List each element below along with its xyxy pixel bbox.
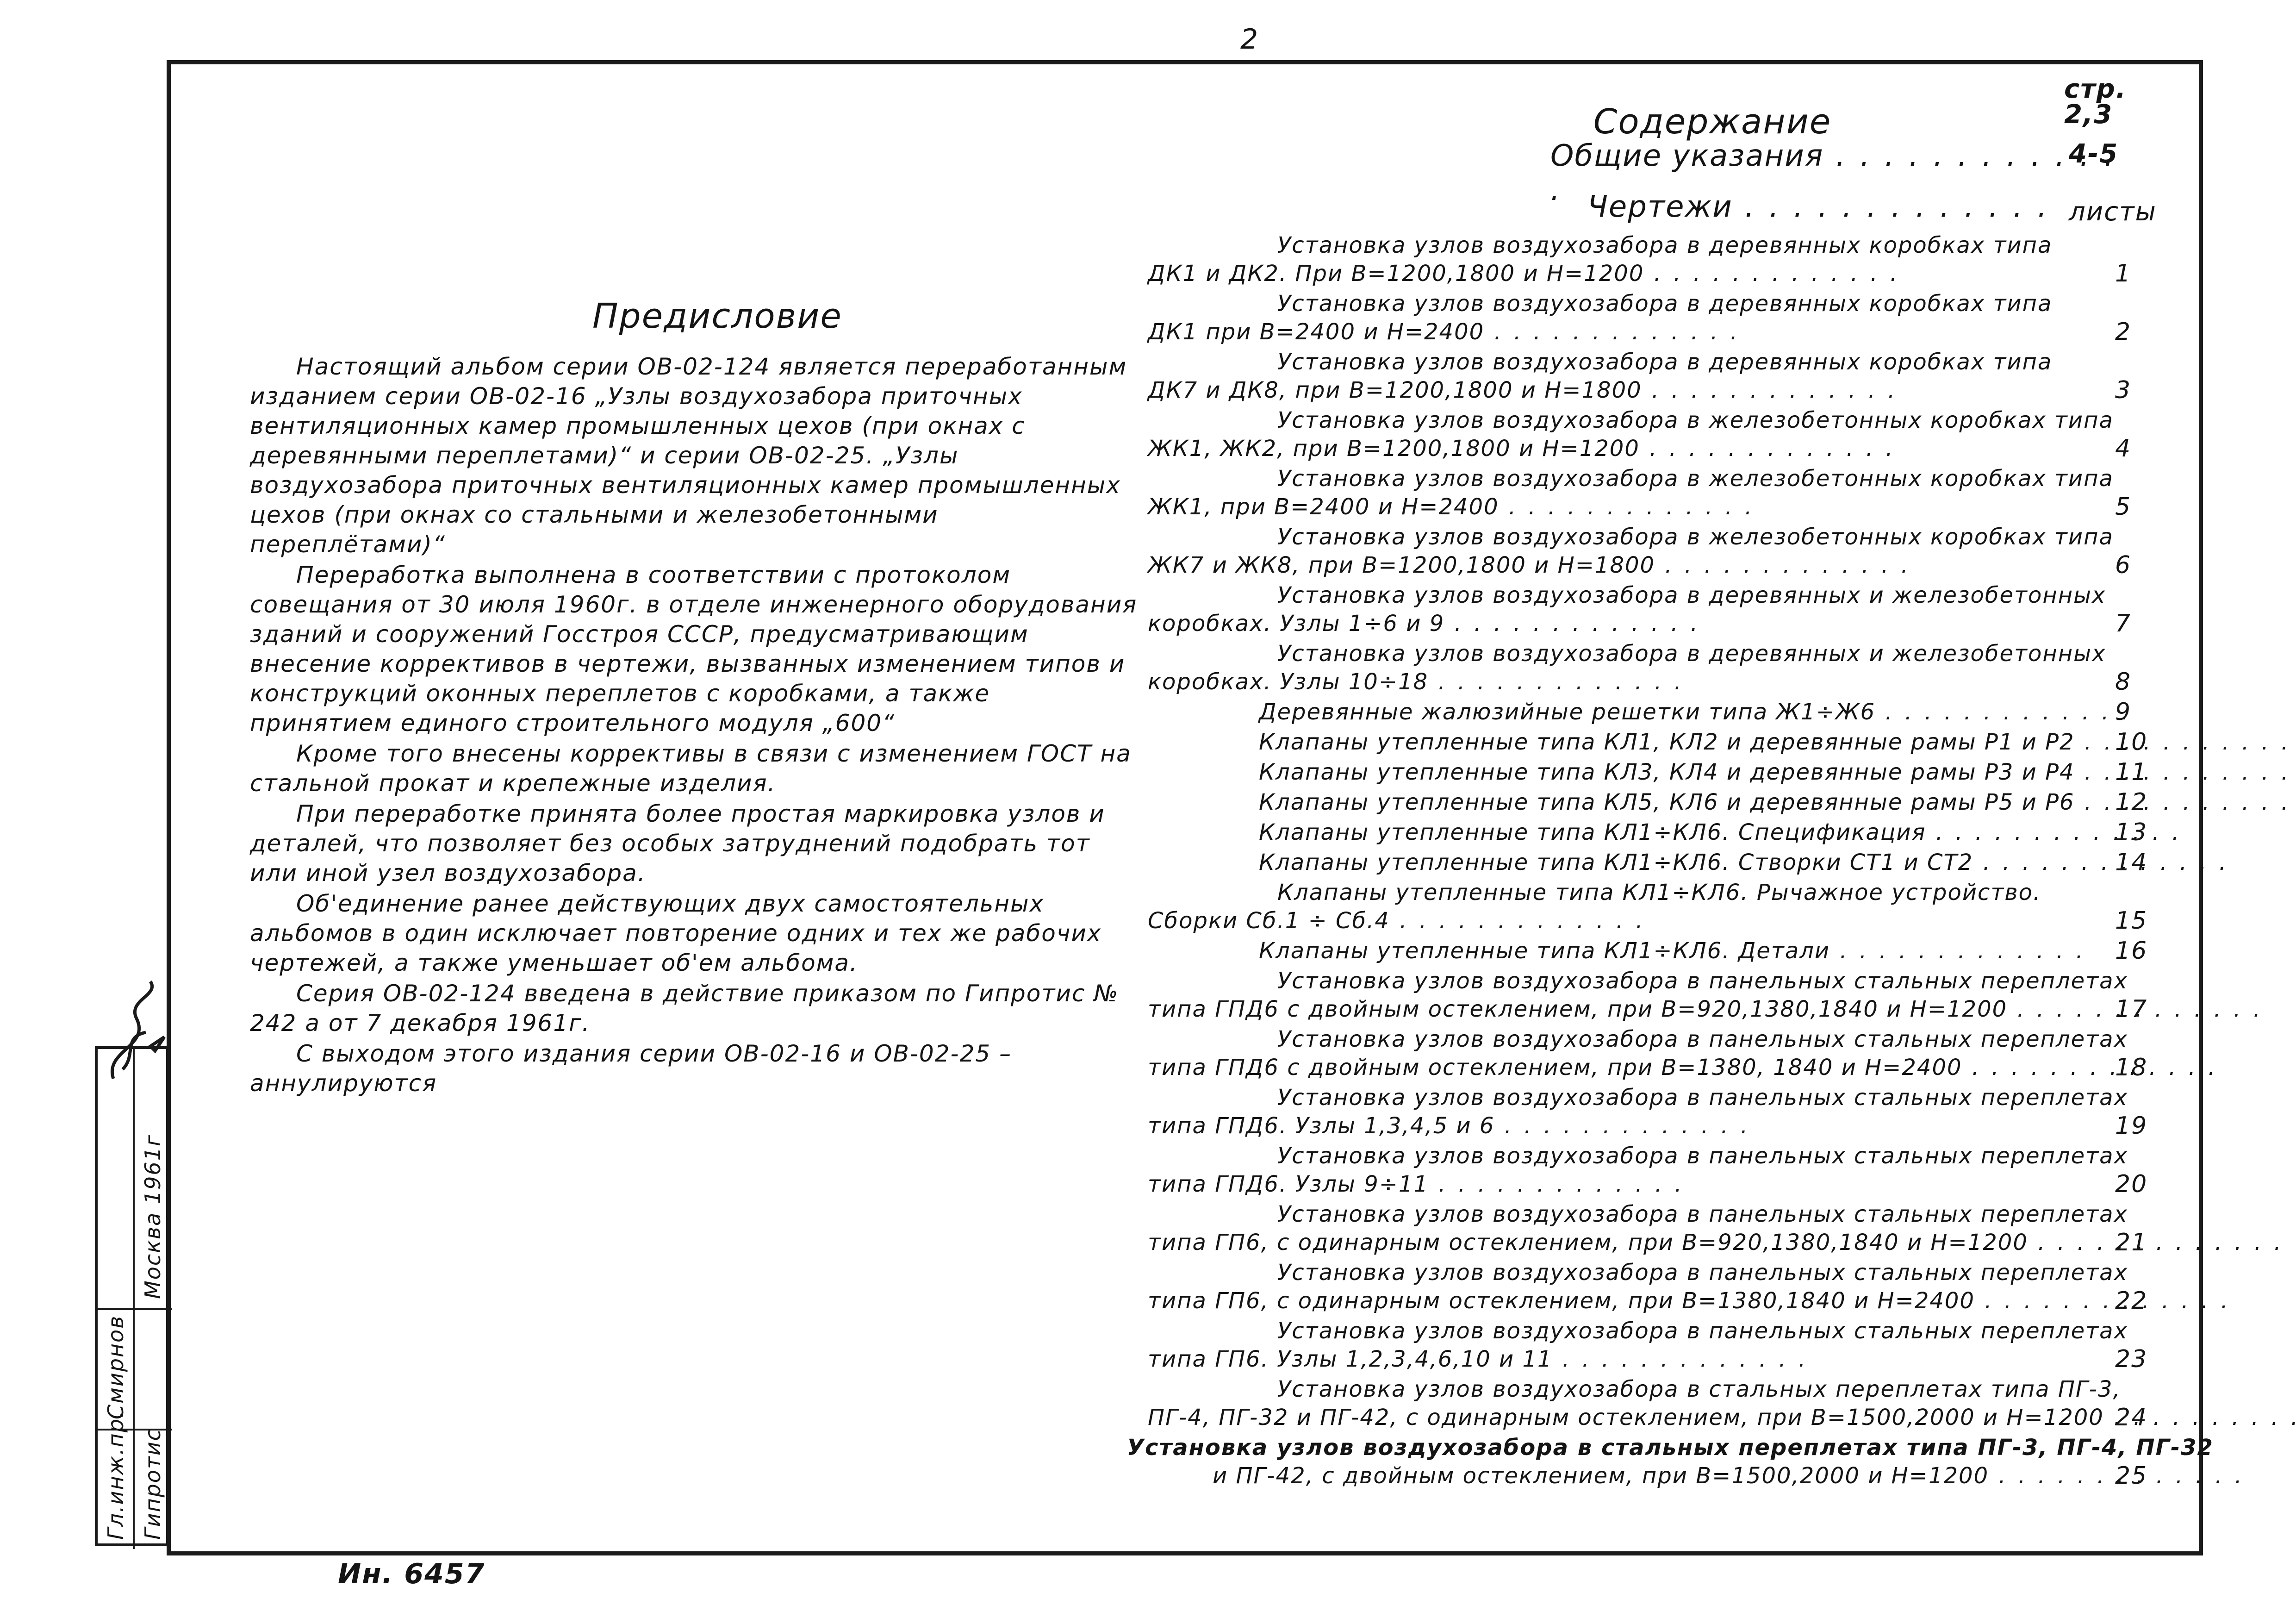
contents-item-line1: Установка узлов воздухозабора в панельных стальных переплетах: [1277, 1260, 2128, 1286]
contents-item-line2: типа ГПД6. Узлы 1,3,4,5 и 6 . . .: [1148, 1112, 2115, 1140]
contents-item-sheet: 15: [2115, 907, 2148, 935]
contents-item-line2: типа ГП6, с одинарным остеклением, при В=920,1380,1840 и Н=1200 . . .: [1148, 1229, 2115, 1257]
contents-item: [1148, 290, 2157, 346]
contents-item: [1148, 788, 2157, 817]
contents-item-line1: Установка узлов воздухозабора в панельных стальных переплетах: [1277, 1318, 2128, 1344]
contents-item-line1: Клапаны утепленные типа КЛ1÷КЛ6. Спецификация . . .: [1148, 818, 2115, 847]
contents-item-line1: Установка узлов воздухозабора в панельных стальных переплетах: [1277, 1201, 2128, 1227]
contents-item-line1: Клапаны утепленные типа КЛ1, КЛ2 и деревянные рамы Р1 и Р2 . . .: [1148, 728, 2115, 756]
contents-title: Содержание: [1593, 102, 1832, 142]
contents-item-line1: Клапаны утепленные типа КЛ1÷КЛ6. Створки СТ1 и СТ2 . . .: [1148, 849, 2115, 877]
contents-item: [1148, 523, 2157, 580]
contents-item-line2: коробках. Узлы 10÷18 . . .: [1148, 668, 2115, 696]
contents-item: [1148, 1142, 2157, 1199]
contents-item-line1: Установка узлов воздухозабора в железобетонных коробках типа: [1277, 524, 2114, 550]
contents-item: [1148, 1084, 2157, 1140]
contents-item: [1148, 1025, 2157, 1082]
contents-item-line1: Клапаны утепленные типа КЛ1÷КЛ6. Рычажное устройство.: [1277, 880, 2041, 906]
contents-item-line2: типа ГПД6. Узлы 9÷11 . . .: [1148, 1170, 2115, 1199]
contents-item-line2: ЖК1, ЖК2, при В=1200,1800 и Н=1200 . . .: [1148, 435, 2115, 463]
contents-item-line1: Установка узлов воздухозабора в панельных стальных переплетах: [1277, 1085, 2128, 1111]
preface-paragraph: Кроме того внесены коррективы в связи с изменением ГОСТ на стальной прокат и крепежные изделия.: [250, 740, 1132, 797]
contents-item-line2: ДК1 и ДК2. При В=1200,1800 и Н=1200 . . .: [1148, 260, 2115, 288]
contents-item: [1127, 1434, 2214, 1490]
contents-item: [1148, 348, 2157, 405]
stamp-role: Гл.инж.пр.: [103, 1410, 128, 1540]
contents-item-line1: Установка узлов воздухозабора в железобетонных коробках типа: [1277, 466, 2114, 492]
preface-paragraph: Переработка выполнена в соответствии с протоколом совещания от 30 июля 1960г. в отделе инженерного оборудования зданий и сооружений Госстроя СССР, предусматривающим внесение коррективов в чертежи, вызванных изменением типов и конструкций оконных переплетов с коробками, а также принятием единого строительного модуля „600“: [250, 562, 1138, 737]
contents-item-sheet: 22: [2115, 1287, 2148, 1315]
contents-item-line1: Установка узлов воздухозабора в деревянных коробках типа: [1277, 349, 2053, 375]
contents-item-line1: Установка узлов воздухозабора в панельных стальных переплетах: [1277, 968, 2128, 994]
contents-item-line1: Клапаны утепленные типа КЛ1÷КЛ6. Детали . . .: [1148, 937, 2115, 965]
contents-item-line1: Клапаны утепленные типа КЛ3, КЛ4 и деревянные рамы Р3 и Р4 . . .: [1148, 758, 2115, 787]
contents-item-sheet: 11: [2115, 758, 2148, 786]
contents-item: [1148, 1259, 2157, 1315]
contents-item-sheet: 17: [2115, 995, 2148, 1023]
contents-item-line1: Установка узлов воздухозабора в панельных стальных переплетах: [1277, 1026, 2128, 1052]
contents-item-line1: Установка узлов воздухозабора в деревянных коробках типа: [1277, 291, 2053, 317]
preface-paragraph: При переработке принята более простая маркировка узлов и деталей, что позволяет без особых затруднений подобрать тот или иной узел воздухозабора.: [250, 800, 1105, 887]
contents-item-sheet: 21: [2115, 1229, 2148, 1256]
contents-item-sheet: 4: [2115, 435, 2132, 462]
general-notes-label: Общие указания . . .: [1550, 139, 2116, 207]
contents-item: [1148, 849, 2157, 877]
contents-item-sheet: 20: [2115, 1170, 2148, 1198]
preface-paragraph: Серия ОВ-02-124 введена в действие приказом по Гипротис № 242 а от 7 декабря 1961г.: [250, 980, 1119, 1037]
contents-item-line2: ЖК7 и ЖК8, при В=1200,1800 и Н=1800 . . .: [1148, 551, 2115, 580]
contents-item-line2: типа ГП6, с одинарным остеклением, при В=1380,1840 и Н=2400 . . .: [1148, 1287, 2115, 1315]
preface-paragraph: Настоящий альбом серии ОВ-02-124 является переработанным изданием серии ОВ-02-16 „Узлы воздухозабора приточных вентиляционных камер промышленных цехов (при окнах с деревянными переплетами)“ и серии ОВ-02-25. „Узлы воздухозабора приточных вентиляционных камер промышленных цехов (при окнах со стальными и железобетонными переплётами)“: [250, 353, 1127, 558]
sheets-column-header: листы: [2069, 197, 2157, 227]
contents-item-sheet: 9: [2115, 698, 2132, 726]
pages-column-header: стр.: [2064, 74, 2127, 104]
contents-item-sheet: 12: [2115, 788, 2148, 816]
contents-item-line1: Установка узлов воздухозабора в деревянных коробках типа: [1277, 232, 2053, 258]
contents-item-line1: Установка узлов воздухозабора в деревянных и железобетонных: [1277, 641, 2106, 667]
contents-list: [1127, 231, 2214, 1492]
contents-item-sheet: 23: [2115, 1345, 2148, 1373]
contents-item-line2: ПГ-4, ПГ-32 и ПГ-42, с одинарным остеклением, при В=1500,2000 и Н=1200 . . .: [1148, 1404, 2115, 1432]
contents-item-line1: Установка узлов воздухозабора в деревянных и железобетонных: [1277, 582, 2106, 608]
contents-item-sheet: 18: [2115, 1054, 2148, 1081]
contents-item-line1: Установка узлов воздухозабора в панельных стальных переплетах: [1277, 1143, 2128, 1169]
contents-item-line1: Установка узлов воздухозабора в железобетонных коробках типа: [1277, 407, 2114, 433]
contents-item: [1148, 1317, 2157, 1374]
contents-item-line2: Сборки Сб.1 ÷ Сб.4 . . .: [1148, 907, 2115, 935]
contents-item-line2: ДК1 при В=2400 и Н=2400 . . .: [1148, 318, 2115, 346]
contents-item: [1148, 581, 2157, 638]
contents-item: [1148, 406, 2157, 463]
contents-item-sheet: 2: [2115, 318, 2132, 346]
contents-item-line2: ДК7 и ДК8, при В=1200,1800 и Н=1800 . . .: [1148, 376, 2115, 405]
contents-item: [1148, 640, 2157, 696]
contents-item-line2: и ПГ-42, с двойным остеклением, при В=1500,2000 и Н=1200 . . .: [1148, 1462, 2115, 1490]
contents-item-sheet: 5: [2115, 493, 2132, 521]
preface-paragraph: Об'единение ранее действующих двух самостоятельных альбомов в один исключает повторение одних и тех же рабочих чертежей, а также уменьшает об'ем альбома.: [250, 890, 1102, 976]
contents-item-sheet: 13: [2115, 818, 2148, 846]
contents-item-sheet: 6: [2115, 551, 2132, 579]
contents-item-sheet: 25: [2115, 1462, 2148, 1490]
contents-item-sheet: 10: [2115, 728, 2148, 756]
contents-item: [1148, 698, 2157, 726]
contents-item-sheet: 1: [2115, 260, 2132, 287]
contents-item-sheet: 7: [2115, 610, 2132, 637]
contents-item-sheet: 19: [2115, 1112, 2148, 1140]
contents-item: [1148, 231, 2157, 288]
preface-title: Предисловие: [592, 296, 842, 336]
stamp-city-date: Москва 1961г: [140, 1134, 165, 1299]
contents-item-line1: Установка узлов воздухозабора в стальных переплетах типа ПГ-3, ПГ-4, ПГ-32: [1127, 1435, 2214, 1461]
contents-item-line2: типа ГПД6 с двойным остеклением, при В=1380, 1840 и Н=2400 . . .: [1148, 1054, 2115, 1082]
drawings-label: Чертежи . . .: [1587, 190, 2050, 224]
contents-item-line1: Установка узлов воздухозабора в стальных переплетах типа ПГ-3,: [1277, 1376, 2121, 1402]
contents-page-number: 2,3: [2064, 100, 2113, 130]
contents-item-sheet: 3: [2115, 376, 2132, 404]
contents-item-sheet: 16: [2115, 937, 2148, 965]
contents-item-sheet: 14: [2115, 849, 2148, 876]
contents-item-line2: типа ГПД6 с двойным остеклением, при В=920,1380,1840 и Н=1200 . . .: [1148, 995, 2115, 1024]
contents-item-line2: коробках. Узлы 1÷6 и 9 . . .: [1148, 610, 2115, 638]
contents-item-line1: Клапаны утепленные типа КЛ5, КЛ6 и деревянные рамы Р5 и Р6 . . .: [1148, 788, 2115, 817]
stamp-org: Гипротис: [140, 1428, 165, 1540]
title-stamp: [95, 1046, 169, 1546]
contents-item: [1148, 728, 2157, 756]
contents-item: [1148, 937, 2157, 965]
contents-item: [1148, 465, 2157, 521]
preface-paragraph: С выходом этого издания серии ОВ-02-16 и ОВ-02-25 – аннулируются: [250, 1040, 1012, 1097]
contents-item-line2: типа ГП6. Узлы 1,2,3,4,6,10 и 11 . . .: [1148, 1345, 2115, 1374]
contents-item-sheet: 8: [2115, 668, 2132, 696]
preface-body: [250, 352, 1139, 1099]
contents-item: [1148, 1200, 2157, 1257]
contents-item-sheet: 24: [2115, 1404, 2148, 1431]
contents-item: [1148, 1375, 2157, 1432]
contents-item: [1148, 818, 2157, 847]
contents-item-line1: Деревянные жалюзийные решетки типа Ж1÷Ж6 . . .: [1148, 698, 2115, 726]
contents-item: [1148, 967, 2157, 1024]
page-number: 2: [1240, 23, 1259, 56]
general-notes-page: 4-5: [2069, 139, 2119, 169]
contents-item-line2: ЖК1, при В=2400 и Н=2400 . . .: [1148, 493, 2115, 521]
inventory-number: Ин. 6457: [338, 1558, 485, 1590]
contents-item: [1148, 879, 2157, 935]
stamp-name: Смирнов: [103, 1315, 128, 1419]
contents-item: [1148, 758, 2157, 787]
